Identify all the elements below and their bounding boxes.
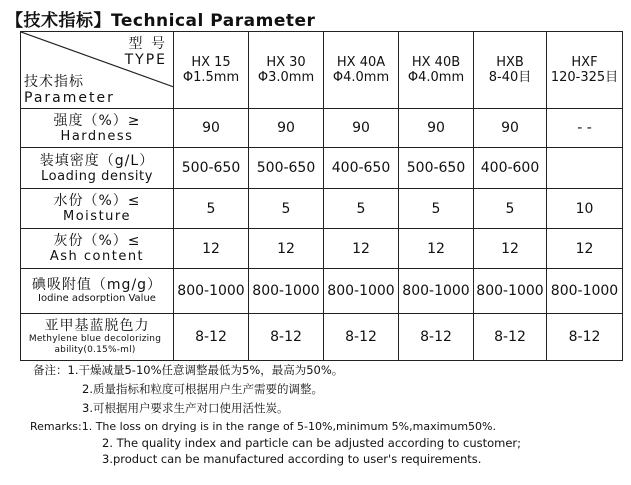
table-cell: 12 [547,229,623,269]
row-label-en: Ash content [49,249,145,264]
column-header-hx40b [399,32,474,109]
table-cell: 500-650 [174,148,249,189]
table-cell: 800-1000 [249,269,324,314]
corner-type-cn: 型 号 [128,36,167,52]
corner-param-cn: 技术指标 [24,74,84,90]
row-label-cn: 灰份（%）≤ [53,233,141,249]
table-cell: 12 [249,229,324,269]
table-row-hardness [21,109,623,148]
table-cell: 12 [474,229,547,269]
table-cell: 90 [399,109,474,148]
table-cell: 8-12 [399,314,474,361]
column-spec: 8-40目 [488,70,532,85]
row-label [21,269,174,314]
table-cell: 8-12 [547,314,623,361]
table-cell: 12 [174,229,249,269]
table-cell: 800-1000 [474,269,547,314]
corner-header-cell [21,32,174,109]
table-cell: 5 [249,189,324,229]
row-label-cn: 装填密度（g/L） [39,152,155,169]
row-label-en: Moisture [63,209,131,224]
row-label-cn: 强度（%）≥ [53,112,141,129]
remark-en-1: Remarks:1. The loss on drying is in the range of 5-10%,minimum 5%,maximum50%. [30,420,496,433]
table-row-ash-content [21,229,623,269]
column-spec: Φ4.0mm [332,70,390,85]
table-cell: 12 [399,229,474,269]
table-cell: - - [547,109,623,148]
column-spec: Φ3.0mm [257,70,315,85]
table-row-iodine-adsorption [21,269,623,314]
table-cell: 800-1000 [324,269,399,314]
corner-param-label [24,74,115,106]
remark-cn-2: 2.质量指标和粒度可根据用户生产需要的调整。 [82,382,323,396]
row-label-cn: 亚甲基蓝脱色力 [44,318,150,334]
column-spec: Φ1.5mm [182,70,240,85]
table-cell: 8-12 [174,314,249,361]
table-cell: 500-650 [399,148,474,189]
row-label-en: Hardness [60,128,134,144]
row-label [21,148,174,189]
column-header-hx15 [174,32,249,109]
table-cell: 400-650 [324,148,399,189]
table-cell: 500-650 [249,148,324,189]
table-cell: 90 [249,109,324,148]
remark-en-2: 2. The quality index and particle can be adjusted according to customer; [102,436,522,450]
table-row-loading-density [21,148,623,189]
table-cell: 5 [399,189,474,229]
column-name: HX 15 [191,55,231,70]
remark-cn-1: 备注：1.干燥减量5-10%任意调整最低为5%，最高为50%。 [33,363,344,377]
column-header-hx30 [249,32,324,109]
column-header-hxb [474,32,547,109]
table-cell: 8-12 [324,314,399,361]
table-cell: 90 [324,109,399,148]
page-title: 【技术指标】Technical Parameter [6,11,316,31]
table-cell: 800-1000 [547,269,623,314]
row-label [21,109,174,148]
remark-cn-3: 3.可根据用户要求生产对口使用活性炭。 [82,401,289,415]
table-cell: 12 [324,229,399,269]
table-cell: 90 [474,109,547,148]
row-label-cn: 水份（%）≤ [53,193,141,209]
table-cell: 10 [547,189,623,229]
column-spec: Φ4.0mm [407,70,465,85]
table-cell [547,148,623,189]
column-name: HXB [496,55,524,70]
corner-type-en: TYPE [124,52,167,68]
parameter-table [20,31,623,361]
row-label-en: Iodine adsorption Value [38,293,156,304]
table-cell: 8-12 [249,314,324,361]
table-cell: 800-1000 [399,269,474,314]
remark-en-3: 3.product can be manufactured according to user's requirements. [102,452,482,466]
column-header-hxf [547,32,623,109]
row-label-en: Methylene blue decolorizing ability(0.15%-ml) [28,334,162,355]
column-header-hx40a [324,32,399,109]
table-cell: 400-600 [474,148,547,189]
table-cell: 8-12 [474,314,547,361]
column-spec: 120-325目 [550,70,619,85]
row-label-cn: 碘吸附值（mg/g） [31,277,163,293]
table-cell: 800-1000 [174,269,249,314]
row-label [21,229,174,269]
column-name: HX 30 [266,55,306,70]
table-cell: 90 [174,109,249,148]
table-cell: 5 [324,189,399,229]
table-cell: 5 [174,189,249,229]
corner-type-label [125,36,167,68]
row-label [21,314,174,361]
column-name: HX 40B [411,55,461,70]
column-name: HX 40A [336,55,386,70]
table-header-row [21,32,623,109]
row-label [21,189,174,229]
column-name: HXF [571,55,598,70]
table-row-methylene-blue [21,314,623,361]
corner-param-en: Parameter [24,90,115,106]
table-row-moisture [21,189,623,229]
row-label-en: Loading density [40,168,154,184]
table-cell: 5 [474,189,547,229]
